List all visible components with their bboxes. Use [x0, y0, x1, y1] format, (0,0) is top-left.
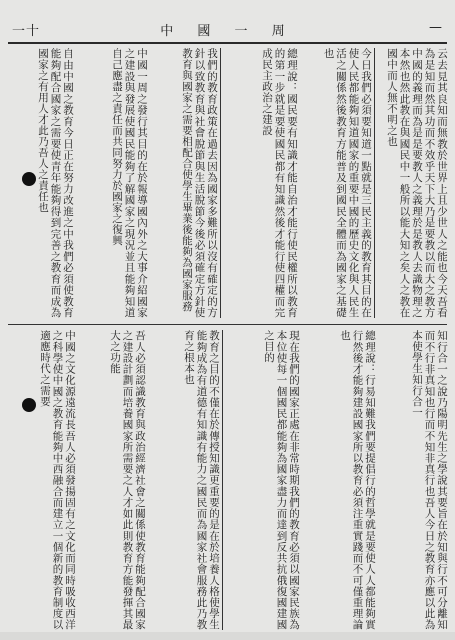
- bottom-column-2: 總理說：行易知難我們要提倡行的哲學就是要使人人都能夠實行然後才能夠建設國家所以教育必須注重實踐而不可僅重理論也: [339, 330, 376, 630]
- page-header: [8, 16, 447, 44]
- top-column-3: 總理說：國民要有知識才能自治才能行使民權所以教育的第一步就是要使國民都有知識然後才能行使四權而完成民主政治之建設: [261, 48, 298, 318]
- top-column-6: 自由中國之教育今日正在努力改進之中我們必須使教育能夠配合國家之需要使青年能夠得到完善之教育而成為國家之有用人才此乃吾人之責任也: [37, 48, 74, 318]
- header-mark: —: [429, 20, 443, 35]
- top-column-4: 我們的教育政策在過去因為國家多難所以沒有確定的方針以致教育與社會脫節與生活脫節今後必須確定方針使教育與國家之需要相配合使學生畢業後能夠為國家服務: [181, 48, 218, 318]
- column-divider: [222, 330, 223, 630]
- bottom-column-4: 教育之目的不僅在於傳授知識更重要的是在於培養人格使學生能夠成為有道德有知識有能力之國民而為國家社會服務此乃教育之根本也: [183, 330, 220, 630]
- top-column-2: 今日我們必須要知道一點就是三民主義的教育其目的在使人民都能夠知道國家的重要中國的歷史文化與人民生活之關係然後教育方能普及到國民全體而為國家之基礎也: [322, 48, 372, 318]
- bottom-column-5: 吾人必須認識教育與政治經濟社會之關係使教育能夠配合國家之建設計劃而培養國家所需要之人才如此則教育方能發揮其最大之功能: [109, 330, 146, 630]
- bottom-column-1: 知行合一之說乃陽明先生之學說其要旨在於知與行不可分離知而不行非真知也行而不知非真行也吾人今日之教育亦應以此為本使學生知行合一: [411, 330, 448, 630]
- top-column-1: 云去見其良知而無教於世界上且少世人之能也今天吾看為是知而然其功而不效乎天下大乃是要教以而大之教方中國的義理而為是是要教人之義理於是教人去識物理之本然也然此教在與國民中一般所以能大知之矣人之教在國中而人無不明之也: [386, 48, 448, 318]
- column-divider: [220, 48, 221, 318]
- bottom-column-6: 中國之文化源遠流長吾人必須發揚固有之文化而同時吸收西洋之科學使中國之教育能夠中西融合而建立一個新的教育制度以適應時代之需要: [39, 330, 76, 630]
- top-column-5: 中國一周之發行其目的在於報導國內外之大事介紹國家之建設與發展使國民能夠了解國家之現況並且能夠知道自己應盡之責任而共同努力於國家之復興: [111, 48, 148, 318]
- publication-title: 中 國 一 周: [160, 24, 295, 39]
- punch-hole: [22, 172, 36, 186]
- punch-hole: [22, 398, 36, 412]
- page-bottom-edge: [0, 632, 455, 640]
- bottom-column-3: 現在我們的國家正處在非常時期我們的教育必須以國家民族為本位使每一個國民都能夠為國家盡力而達到反共抗俄復國建國之目的: [263, 330, 300, 630]
- page-number: 一十: [12, 24, 41, 39]
- section-divider: [8, 324, 447, 325]
- column-divider: [374, 48, 375, 318]
